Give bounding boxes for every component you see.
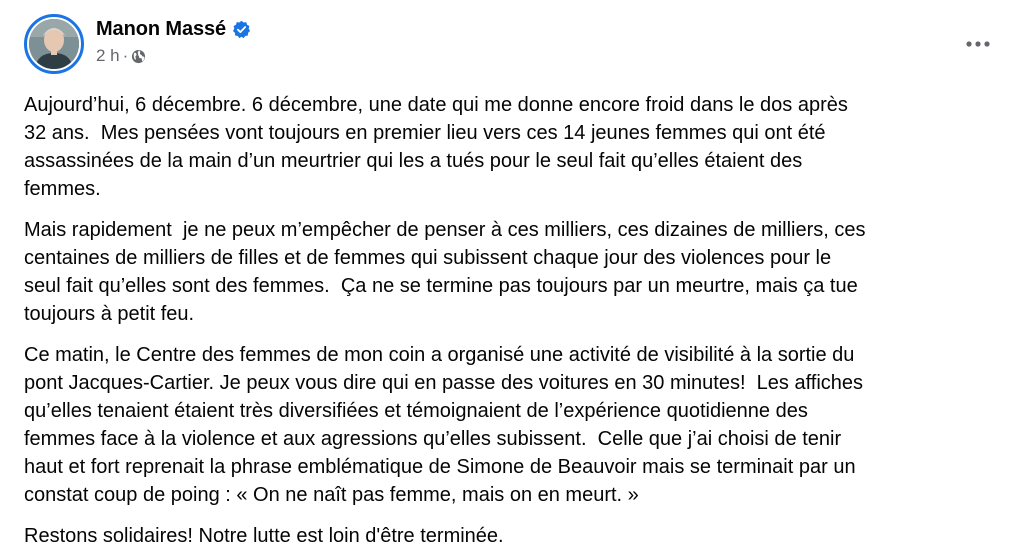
post-paragraph-3: Ce matin, le Centre des femmes de mon coin a organisé une activité de visibilité à la sortie du pont Jacques-Cartier. Je peux vous dire qui en passe des voitures en 30 minutes! Les affiches qu’elles tenaient étaient très diversifiées et témoignaient de l’expérience quotidienne des femmes face à la violence et aux agressions qu’elles subissent. Celle que j’ai choisi de tenir haut et fort reprenait la phrase emblématique de Simone de Beauvoir mais se terminait par un constat coup de poing : « On ne naît pas femme, mais on en meurt. »	[24, 344, 864, 506]
post-time-row	[96, 46, 251, 66]
post-paragraph-4: Restons solidaires! Notre lutte est loin d'être terminée.	[24, 525, 504, 547]
author-avatar[interactable]	[24, 14, 84, 74]
post-content	[24, 91, 1004, 552]
post-meta	[96, 18, 251, 66]
globe-icon[interactable]	[131, 49, 146, 64]
author-row	[96, 18, 251, 41]
avatar-image-icon	[29, 19, 79, 69]
more-options-icon	[966, 41, 990, 47]
more-options-button[interactable]	[960, 30, 996, 58]
meta-separator: ·	[122, 46, 129, 65]
post-header	[24, 14, 251, 74]
post-paragraph-2: Mais rapidement je ne peux m’empêcher de penser à ces milliers, ces dizaines de milliers, ces centaines de milliers de filles et de femmes qui subissent chaque jour des violences pour le seul fait qu’elles sont des femmes. Ça ne se termine pas toujours par un meurtre, mais ça tue toujours à petit feu.	[24, 219, 866, 325]
verified-badge-icon	[232, 20, 251, 39]
post-paragraph-1: Aujourd’hui, 6 décembre. 6 décembre, une date qui me donne encore froid dans le dos après 32 ans. Mes pensées vont toujours en premier lieu vers ces 14 jeunes femmes qui ont été assassinées de la main d’un meurtrier qui les a tués pour le seul fait qu’elles étaient des femmes.	[24, 94, 848, 200]
post-timestamp[interactable]: 2 h	[96, 46, 120, 65]
avatar-photo	[29, 19, 79, 69]
author-name[interactable]: Manon Massé	[96, 18, 227, 40]
